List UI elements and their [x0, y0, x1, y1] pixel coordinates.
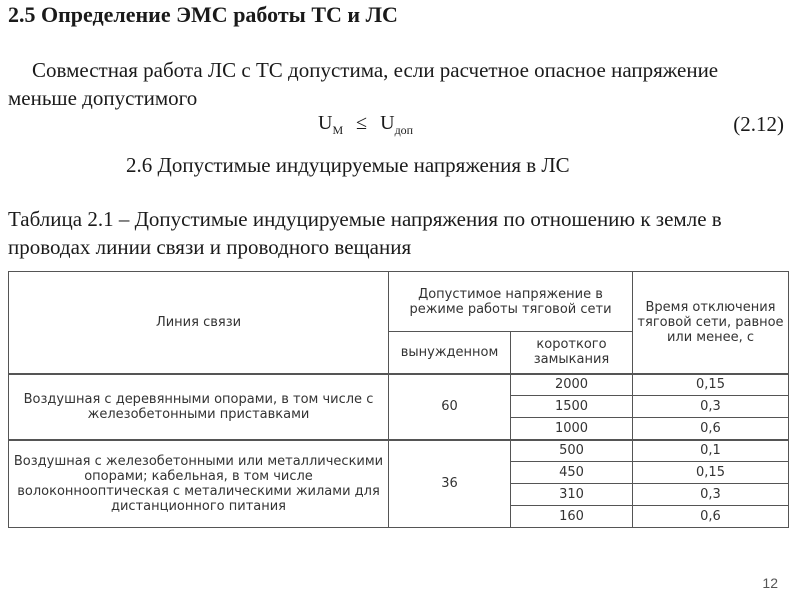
- section-heading: 2.5 Определение ЭМС работы ТС и ЛС: [8, 2, 398, 27]
- header-forced: вынужденном: [389, 332, 511, 374]
- short-circuit-cell: 310: [511, 484, 633, 506]
- formula-rhs-sub: доп: [394, 123, 414, 137]
- time-cell: 0,1: [633, 440, 789, 462]
- equation-number: (2.12): [733, 112, 784, 136]
- table-caption: Таблица 2.1 – Допустимые индуцируемые напряжения по отношению к земле в проводах линии связи и проводного вещания: [8, 207, 722, 259]
- short-circuit-cell: 1000: [511, 418, 633, 440]
- time-cell: 0,6: [633, 506, 789, 528]
- header-time: Время отключения тяговой сети, равное или менее, с: [633, 272, 789, 374]
- voltage-table: [8, 271, 789, 528]
- subsection-heading: 2.6 Допустимые индуцируемые напряжения в ЛС: [126, 153, 570, 177]
- header-voltage: Допустимое напряжение в режиме работы тяговой сети: [389, 272, 633, 332]
- short-circuit-cell: 160: [511, 506, 633, 528]
- line-type-cell: Воздушная с деревянными опорами, в том числе с железобетонными приставками: [9, 374, 389, 440]
- time-cell: 0,15: [633, 374, 789, 396]
- formula-operator: ≤: [356, 112, 368, 134]
- formula: [318, 112, 413, 138]
- body-paragraph: [8, 56, 788, 112]
- header-short-circuit: короткого замыкания: [511, 332, 633, 374]
- short-circuit-cell: 1500: [511, 396, 633, 418]
- forced-voltage-cell: 60: [389, 374, 511, 440]
- short-circuit-cell: 500: [511, 440, 633, 462]
- table-row: [9, 440, 789, 462]
- formula-lhs-sub: М: [332, 123, 344, 137]
- line-type-cell: Воздушная с железобетонными или металлическими опорами; кабельная, в том числе волоконнооптическая с металическими жилами для дистанционного питания: [9, 440, 389, 528]
- formula-rhs: U: [380, 112, 395, 134]
- short-circuit-cell: 2000: [511, 374, 633, 396]
- forced-voltage-cell: 36: [389, 440, 511, 528]
- time-cell: 0,3: [633, 396, 789, 418]
- short-circuit-cell: 450: [511, 462, 633, 484]
- formula-lhs: U: [318, 112, 333, 134]
- time-cell: 0,15: [633, 462, 789, 484]
- page-number: 12: [762, 575, 778, 591]
- table-row: [9, 374, 789, 396]
- header-line: Линия связи: [9, 272, 389, 374]
- paragraph-text: Совместная работа ЛС с ТС допустима, если расчетное опасное напряжение меньше допустимого: [8, 58, 719, 110]
- time-cell: 0,3: [633, 484, 789, 506]
- time-cell: 0,6: [633, 418, 789, 440]
